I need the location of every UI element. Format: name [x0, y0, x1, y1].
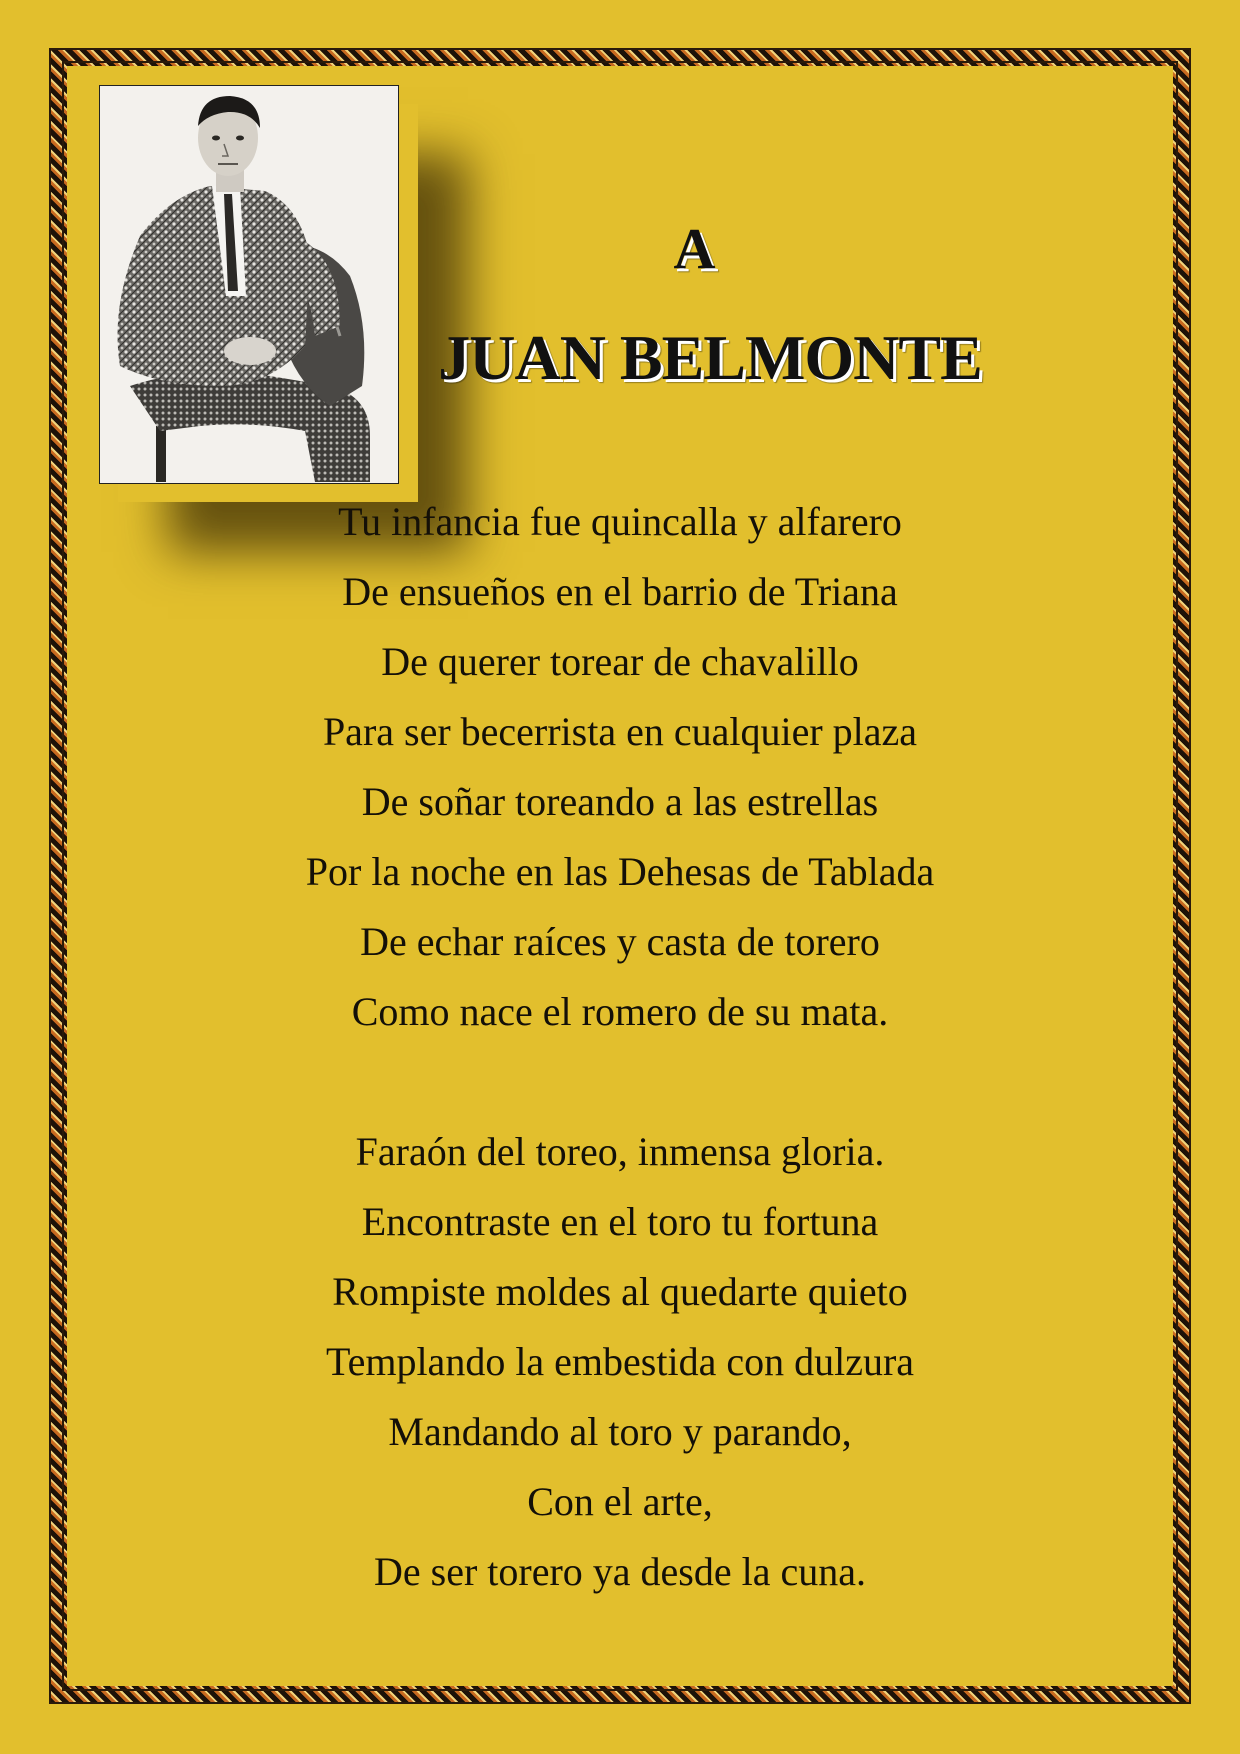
poem-line: Como nace el romero de su mata. — [351, 989, 889, 1034]
poem-line: Faraón del toreo, inmensa gloria. — [355, 1129, 885, 1174]
stanza-1 — [200, 494, 1040, 1054]
poem-line: De soñar toreando a las estrellas — [361, 779, 879, 824]
poem-line: Templando la embestida con dulzura — [325, 1339, 915, 1384]
poem-line: De echar raíces y casta de torero — [360, 919, 880, 964]
stanza-2 — [200, 1124, 1040, 1614]
poem-line: Con el arte, — [527, 1479, 713, 1524]
bullfighter-portrait-icon — [100, 86, 397, 482]
poem-line: Rompiste moldes al quedarte quieto — [332, 1269, 908, 1314]
poem-line: Encontraste en el toro tu fortuna — [361, 1199, 879, 1244]
poem-line: De ensueños en el barrio de Triana — [342, 569, 898, 614]
page-title: JUAN BELMONTE — [438, 322, 982, 393]
poem-line: Por la noche en las Dehesas de Tablada — [305, 849, 935, 894]
poem-line: Para ser becerrista en cualquier plaza — [322, 709, 918, 754]
poem-body — [200, 494, 1040, 1614]
poem-line: De ser torero ya desde la cuna. — [374, 1549, 866, 1594]
portrait-photo — [99, 85, 399, 484]
title-prefix: A — [673, 216, 717, 281]
poem-line: De querer torear de chavalillo — [381, 639, 859, 684]
poem-line: Tu infancia fue quincalla y alfarero — [338, 499, 902, 544]
poem-line: Mandando al toro y parando, — [388, 1409, 852, 1454]
